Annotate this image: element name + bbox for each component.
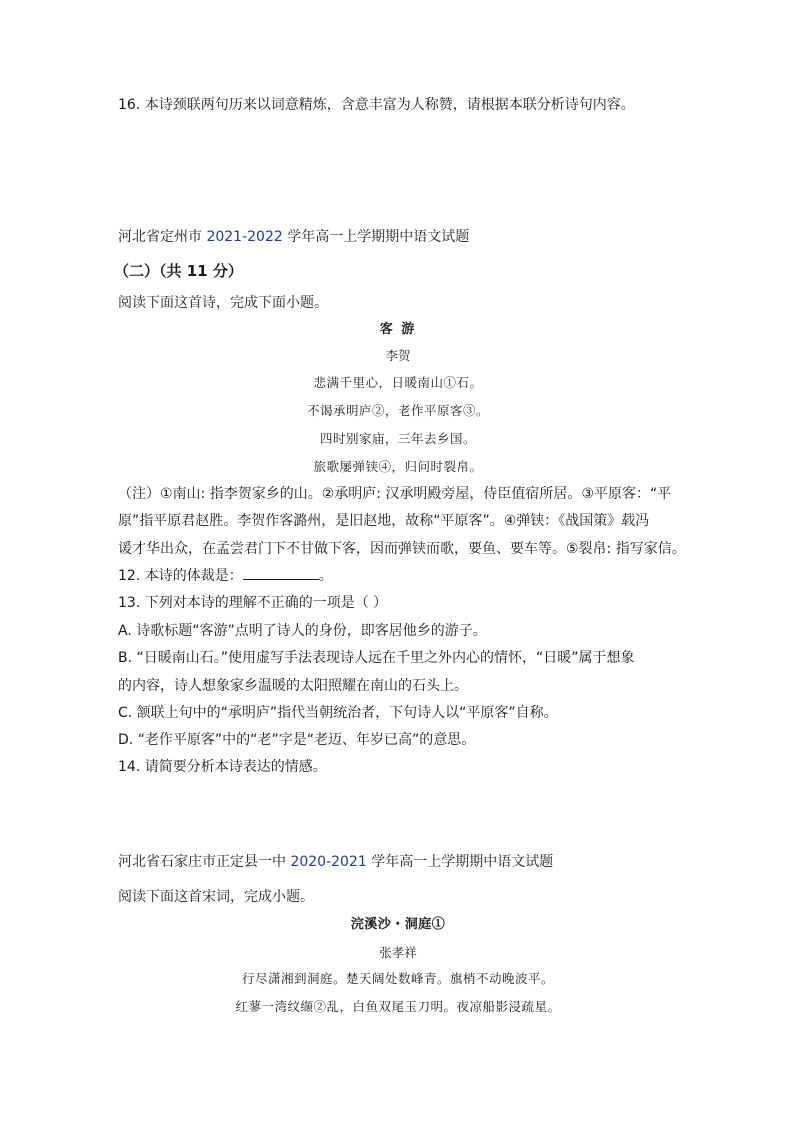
poem-1-line: 悲满千里心，日暖南山①石。 <box>313 375 483 390</box>
question-12-prefix: 12. 本诗的体裁是： <box>118 568 243 584</box>
source-1-years: 2021-2022 <box>206 229 283 245</box>
option-b: B. “日暖南山石。”使用虚写手法表现诗人远在千里之外内心的情怀，“日暖”属于想象 <box>118 650 635 666</box>
poem-2-line: 红蓼一湾纹缬②乱，白鱼双尾玉刀明。夜凉船影浸疏星。 <box>235 999 561 1014</box>
question-12 <box>118 567 333 585</box>
source-2-years: 2020-2021 <box>290 854 367 870</box>
poem-1-line: 不谒承明庐②，老作平原客③。 <box>306 403 489 418</box>
question-12-suffix: 。 <box>318 568 333 584</box>
poem-1-author: 李贺 <box>385 348 411 363</box>
source-2-region: 河北省石家庄市正定县一中 <box>118 854 291 870</box>
question-14: 14. 请简要分析本诗表达的情感。 <box>118 759 327 775</box>
source-2-term: 学年高一上学期期中语文试题 <box>366 854 554 870</box>
question-16: 16. 本诗颈联两句历来以词意精炼，含意丰富为人称赞，请根据本联分析诗句内容。 <box>118 97 635 113</box>
option-b-continued: 的内容，诗人想象家乡温暖的太阳照耀在南山的石头上。 <box>118 678 468 694</box>
instruction-1: 阅读下面这首诗，完成下面小题。 <box>118 295 328 311</box>
poem-2-author: 张孝祥 <box>379 945 417 960</box>
question-13-stem: 13. 下列对本诗的理解不正确的一项是（ ） <box>118 595 388 611</box>
section-header: （二）（共 11 分） <box>114 262 243 280</box>
poem-1-title: 客 游 <box>379 322 417 337</box>
instruction-2: 阅读下面这首宋词，完成小题。 <box>118 889 314 905</box>
option-a: A. 诗歌标题“客游”点明了诗人的身份，即客居他乡的游子。 <box>118 623 487 639</box>
poem-1-line: 旅歌屡弹铗④，归问时裂帛。 <box>313 459 483 474</box>
note-line: （注）①南山: 指李贺家乡的山。②承明庐: 汉承明殿旁屋，侍臣值宿所居。③平原客：“平 <box>118 486 672 502</box>
poem-1-line: 四时别家庙，三年去乡国。 <box>319 431 476 446</box>
source-1-term: 学年高一上学期期中语文试题 <box>282 229 470 245</box>
source-line-1 <box>118 228 469 246</box>
source-1-region: 河北省定州市 <box>118 229 207 245</box>
option-c: C. 颔联上句中的“承明庐”指代当朝统治者，下句诗人以“平原客”自称。 <box>118 705 558 721</box>
answer-blank[interactable] <box>243 567 319 580</box>
source-line-2 <box>118 853 553 871</box>
note-line: 原”指平原君赵胜。李贺作客潞州，是旧赵地，故称“平原客”。④弹铗：《战国策》载冯 <box>118 513 650 529</box>
poem-2-title: 浣溪沙・洞庭① <box>350 917 446 932</box>
option-d: D. “老作平原客”中的“老”字是“老迈、年岁已高”的意思。 <box>118 732 476 748</box>
note-line: 谖才华出众，在孟尝君门下不甘做下客，因而弹铗而歌，要鱼、要车等。⑤裂帛: 指写家信。 <box>118 541 686 557</box>
poem-2-line: 行尽潇湘到洞庭。楚天阔处数峰青。旗梢不动晚波平。 <box>241 971 554 986</box>
